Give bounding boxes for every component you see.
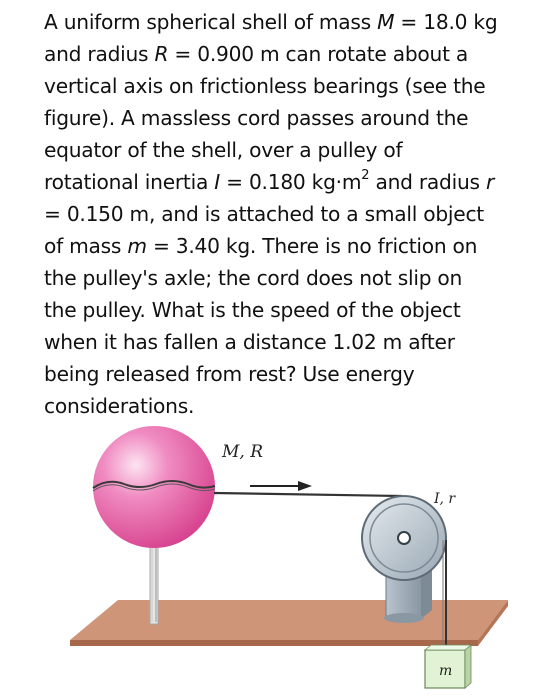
problem-line-4: figure). A massless cord passes around the [44, 106, 469, 130]
problem-line-1: A uniform spherical shell of mass M = 18.0 kg [44, 10, 498, 34]
problem-line-9: the pulley's axle; the cord does not slip on [44, 266, 463, 290]
shell-label: M, R [222, 442, 264, 462]
problem-line-3: vertical axis on frictionless bearings (see the [44, 74, 486, 98]
base-platform-top [70, 600, 508, 640]
pulley-label: I, r [434, 491, 456, 507]
problem-line-6: rotational inertia I = 0.180 $kg\cdot m^2$ and radius r [44, 168, 494, 194]
pulley-axle [398, 532, 410, 544]
base-platform-front [70, 640, 478, 646]
problem-line-13: considerations. [44, 394, 195, 418]
problem-line-7: = 0.150 m, and is attached to a small object [44, 202, 484, 226]
problem-line-8: of mass m = 3.40 kg. There is no friction on [44, 234, 478, 258]
cord-horizontal [214, 493, 402, 496]
block-label: m [439, 663, 453, 679]
problem-line-10: the pulley. What is the speed of the object [44, 298, 461, 322]
problem-line-2: and radius R = 0.900 m can rotate about a [44, 42, 469, 66]
shell-axle [150, 538, 158, 624]
problem-line-12: being released from rest? Use energy [44, 362, 415, 386]
problem-line-11: when it has fallen a distance 1.02 m after [44, 330, 455, 354]
arrow-head [298, 481, 312, 491]
problem-line-5: equator of the shell, over a pulley of [44, 138, 403, 162]
